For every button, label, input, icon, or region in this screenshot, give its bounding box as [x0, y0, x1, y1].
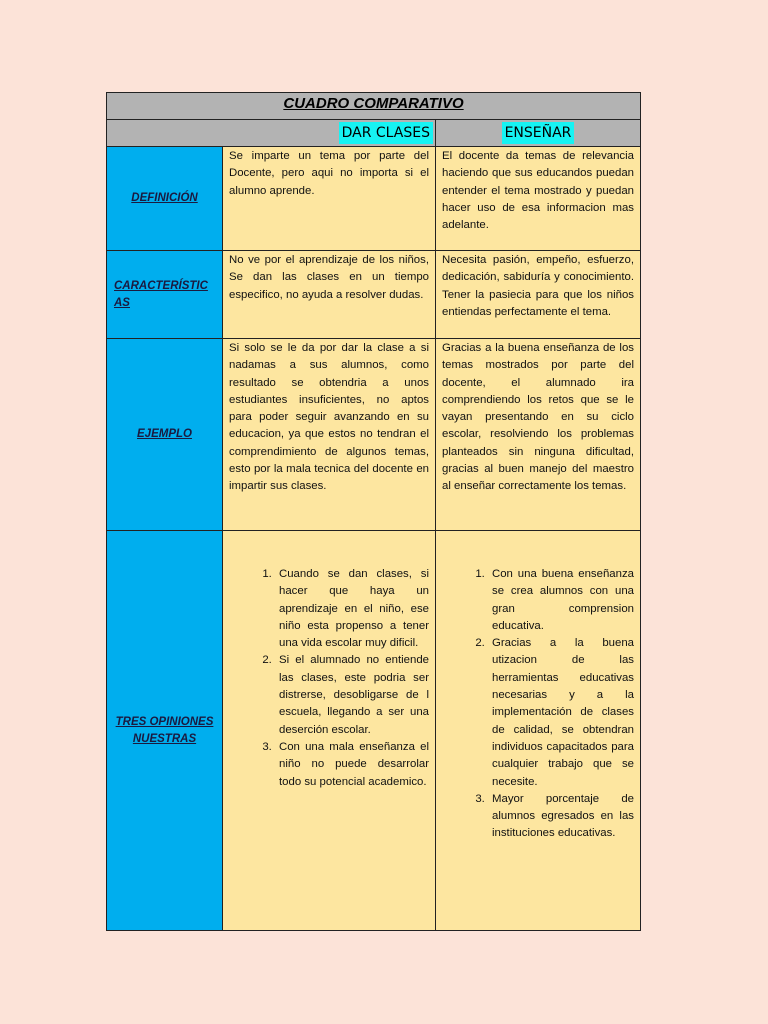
- row-label-cell: [107, 531, 223, 930]
- row-definicion: [107, 147, 640, 251]
- row-ejemplo: [107, 339, 640, 531]
- opiniones-dar-clases: [223, 531, 436, 930]
- row-label-definicion: DEFINICIÓN: [131, 192, 198, 204]
- row-opiniones: [107, 531, 640, 930]
- column-header-dar-clases: [107, 120, 436, 146]
- list-item: 1. Con una buena enseñanza se crea alumnos con una gran comprension educativa.: [488, 566, 634, 635]
- comparison-table: [106, 92, 641, 931]
- table-title-row: [107, 93, 640, 120]
- list-item: 2. Gracias a la buena utizacion de las herramientas educativas necesarias y a la implementación de clases de calidad, se obtendran individuos capacitados para cualquier trabajo que se necesite.: [488, 635, 634, 791]
- list-item: 3. Con una mala enseñanza el niño no puede desarrolar todo su potencial academico.: [275, 739, 429, 791]
- row-label-caracteristicas: CARACTERÍSTICAS: [114, 279, 208, 309]
- definicion-ensenar: El docente da temas de relevancia haciendo que sus educandos puedan entender el tema mostrado y puedan hacer uso de esa informacion mas adelante.: [442, 150, 634, 232]
- row-label-cell: [107, 147, 223, 250]
- column-header-ensenar: [436, 120, 640, 146]
- table-title: CUADRO COMPARATIVO: [283, 95, 464, 112]
- list-item: 2. Si el alumnado no entiende las clases, este podria ser distrerse, desobligarse de l escuela, llegando a ser una deserción escolar.: [275, 652, 429, 738]
- opiniones-dar-clases-list: [229, 566, 429, 791]
- row-label-cell: [107, 339, 223, 530]
- row-label-cell: [107, 251, 223, 338]
- definicion-dar-clases: Se imparte un tema por parte del Docente, pero aqui no importa si el alumno aprende.: [223, 147, 436, 250]
- caracteristicas-dar-clases: No ve por el aprendizaje de los niños, Se dan las clases en un tiempo especifico, no ayuda a resolver dudas.: [223, 251, 436, 338]
- list-item: 1. Cuando se dan clases, si hacer que haya un aprendizaje en el niño, ese niño esta propenso a tener una vida escolar muy dificil.: [275, 566, 429, 652]
- column-header-dar-clases-label: DAR CLASES: [339, 122, 433, 144]
- ejemplo-dar-clases: Si solo se le da por dar la clase a si nadamas a sus alumnos, como resultado se obtendria a unos estudiantes insuficientes, no aptos para poder seguir avanzando en su educacion, ya que estos no tendran el comprendimiento de algunos temas, esto por la mala tecnica del docente en impartir sus clases.: [223, 339, 436, 530]
- row-caracteristicas: [107, 251, 640, 339]
- opiniones-ensenar: [436, 531, 640, 930]
- ejemplo-ensenar: Gracias a la buena enseñanza de los temas mostrados por parte del docente, el alumnado ira comprendiendo los retos que se le vayan presentando en su ciclo escolar, resolviendo los problemas planteados sin ninguna dificultad, gracias al buen manejo del maestro al enseñar correctamente los temas.: [442, 342, 634, 493]
- row-label-ejemplo: EJEMPLO: [137, 428, 192, 440]
- row-label-opiniones: TRES OPINIONES NUESTRAS: [115, 715, 214, 745]
- column-header-row: [107, 120, 640, 147]
- list-item: 3. Mayor porcentaje de alumnos egresados en las instituciones educativas.: [488, 791, 634, 843]
- caracteristicas-ensenar: Necesita pasión, empeño, esfuerzo, dedicación, sabiduría y conocimiento. Tener la pasiecia para que los niños entiendas perfectamente el tema.: [442, 254, 634, 318]
- opiniones-ensenar-list: [442, 566, 634, 843]
- column-header-ensenar-label: ENSEÑAR: [502, 122, 575, 144]
